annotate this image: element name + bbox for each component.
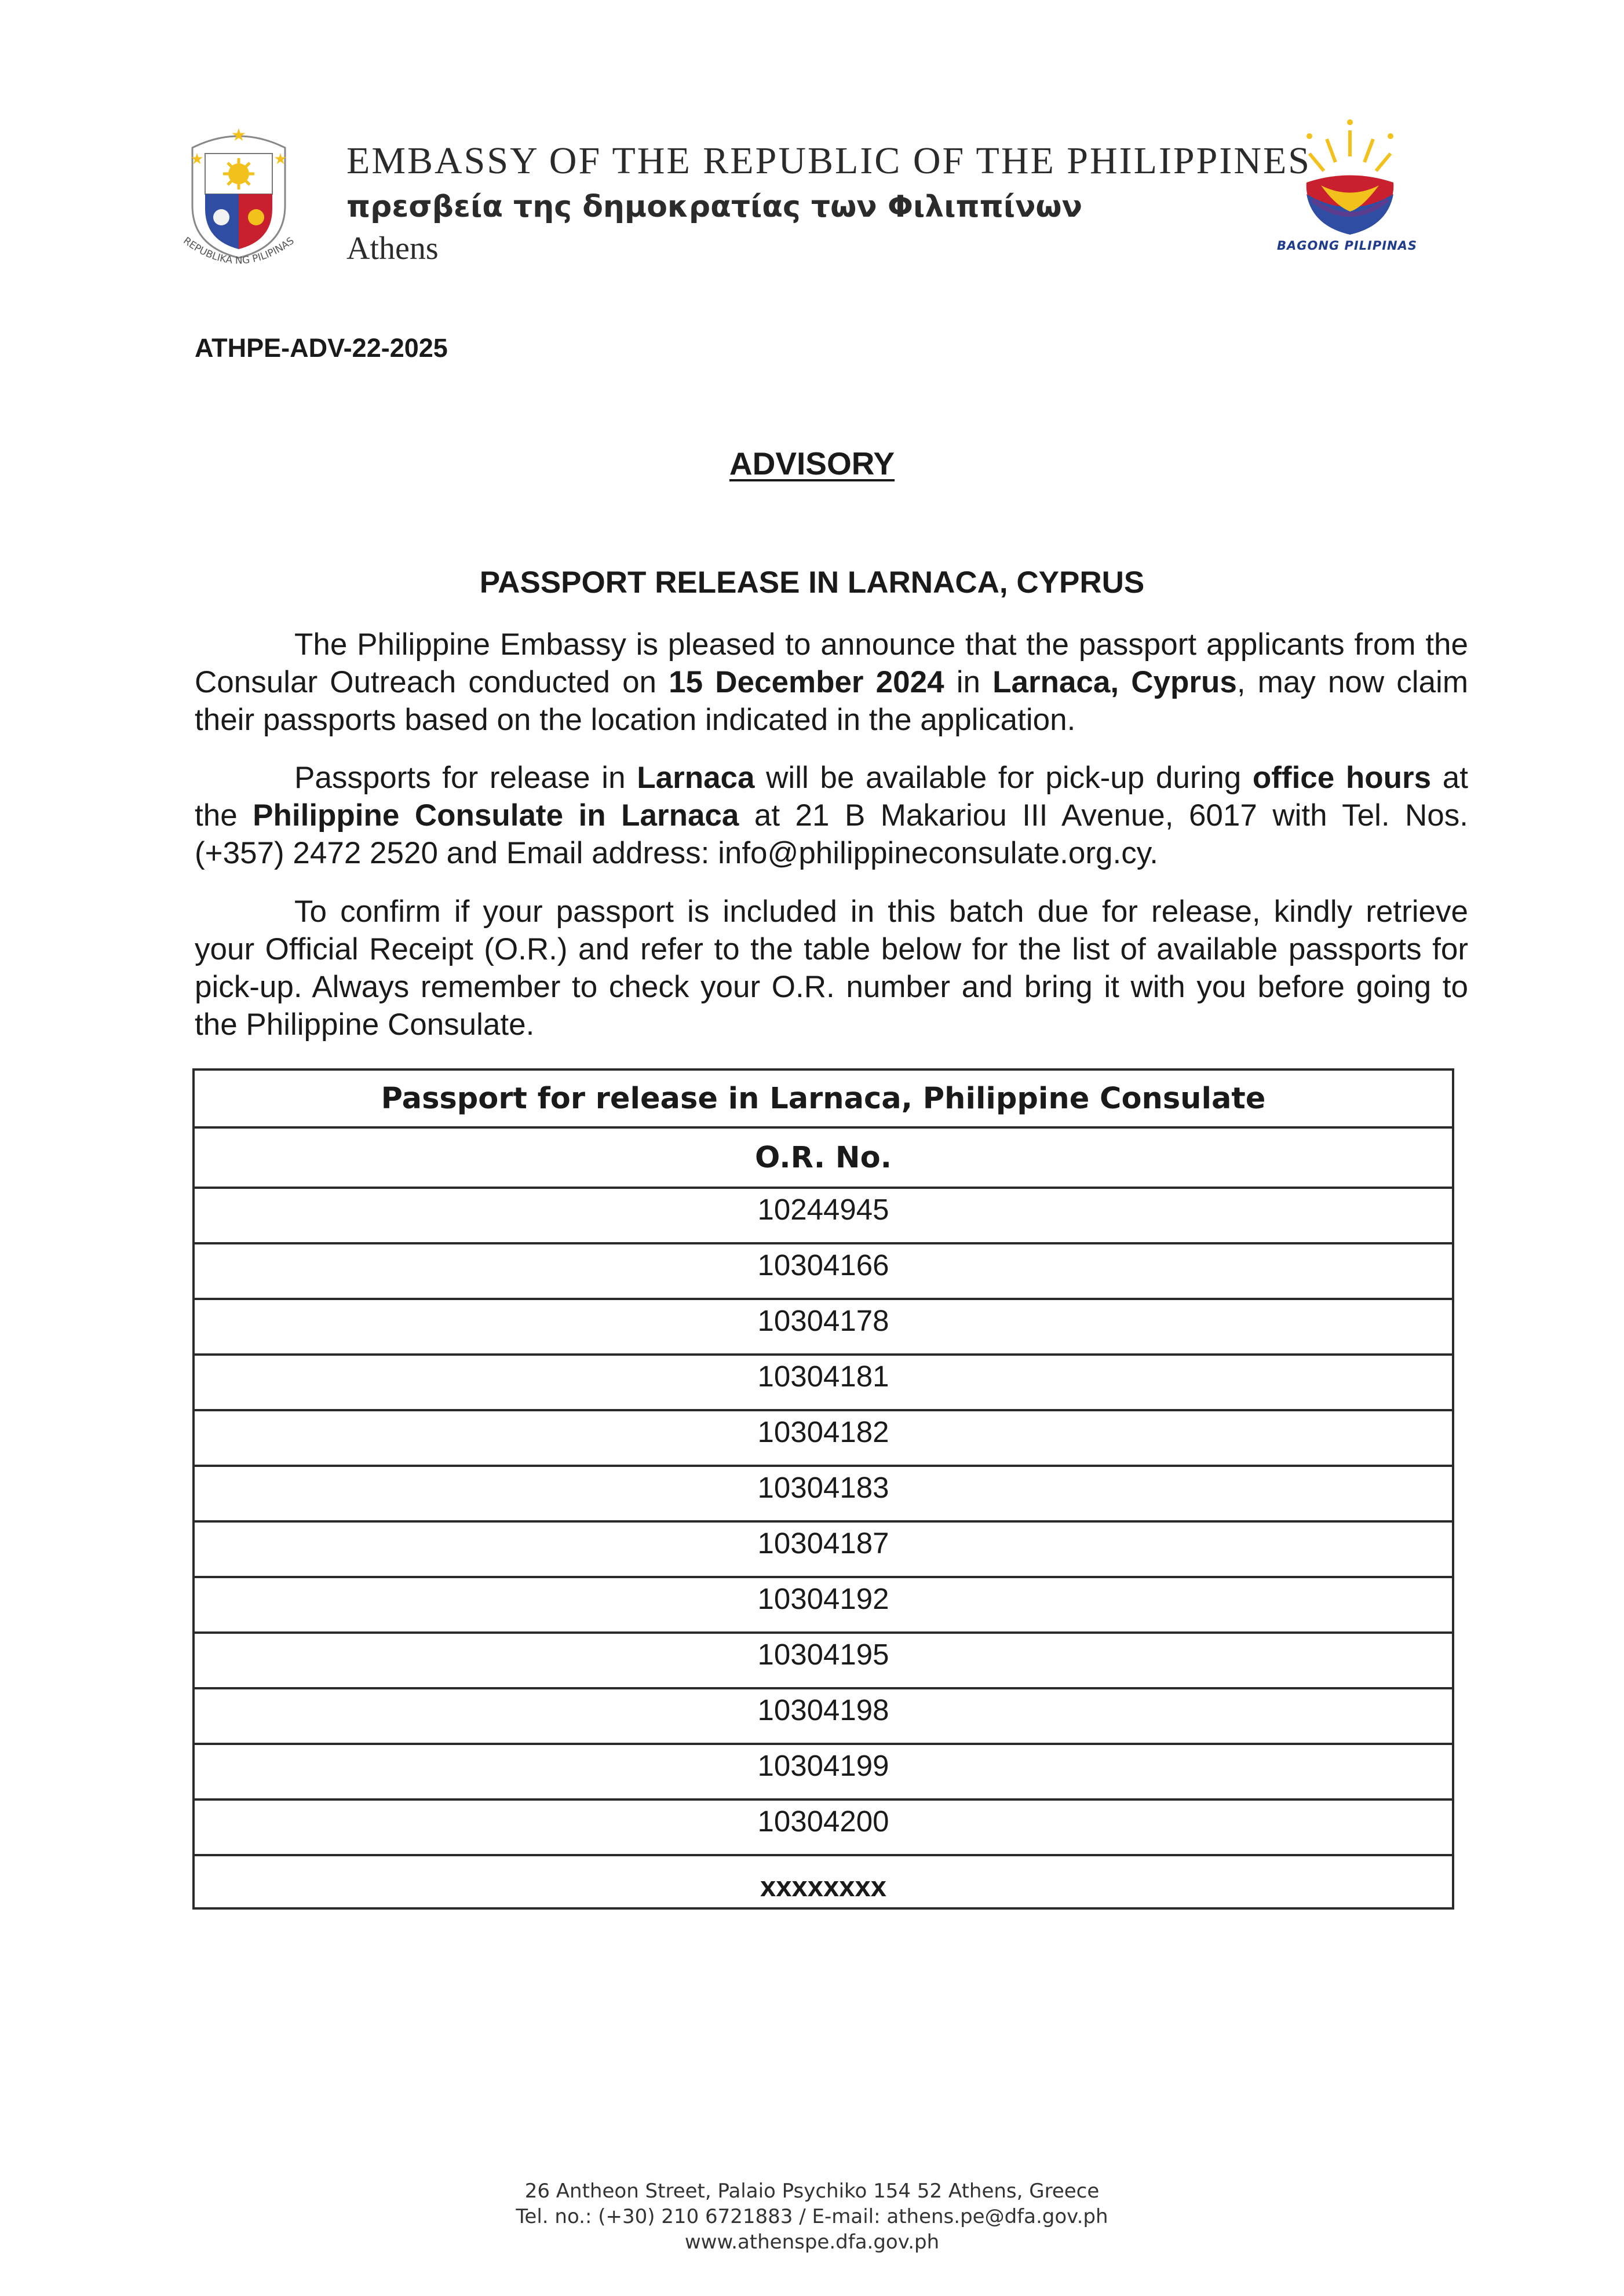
table-row <box>194 1688 1453 1744</box>
passport-release-table <box>192 1068 1454 1910</box>
philippine-seal <box>169 113 308 281</box>
embassy-name-greek: πρεσβεία της δημοκρατίας των Φιλιππίνων <box>346 189 1083 224</box>
svg-text:★: ★ <box>231 126 247 145</box>
svg-text:★: ★ <box>273 150 287 167</box>
paragraph-instructions: To confirm if your passport is included in this batch due for release, kindly retrieve your Official Receipt (O.R.) and refer to the table below for the list of available passports for pick-up. Always remember to check your O.R. number and bring it with you before going to the Philippine Consulate. <box>195 895 1468 1042</box>
paragraph-announcement <box>195 626 1468 739</box>
consulate-name: Philippine Consulate in Larnaca <box>253 798 739 833</box>
advisory-label: ADVISORY <box>729 446 895 481</box>
table-row-last <box>194 1855 1453 1908</box>
table-row <box>194 1521 1453 1577</box>
table-caption-row <box>194 1069 1453 1127</box>
or-number-cell: 10304178 <box>194 1299 1453 1355</box>
p2-text-b: will be available for pick-up during <box>754 761 1253 795</box>
paragraph-pickup-details <box>195 759 1468 872</box>
footer-website: www.athenspe.dfa.gov.ph <box>684 2231 940 2254</box>
table-row <box>194 1633 1453 1688</box>
p1-text-a: The Philippine Embassy is pleased to announce that the passport applicants from the Consular Outreach conducted on <box>195 627 1468 699</box>
reference-code: ATHPE-ADV-22-2025 <box>195 333 448 363</box>
or-number-cell: 10304198 <box>194 1688 1453 1744</box>
table-row <box>194 1243 1453 1299</box>
table-row <box>194 1410 1453 1466</box>
or-number-cell: 10304181 <box>194 1355 1453 1410</box>
table-row <box>194 1577 1453 1633</box>
or-number-cell: 10304166 <box>194 1243 1453 1299</box>
table-row <box>194 1744 1453 1799</box>
table-row <box>194 1299 1453 1355</box>
table-row <box>194 1355 1453 1410</box>
footer-contact: Tel. no.: (+30) 210 6721883 / E-mail: athens.pe@dfa.gov.ph <box>516 2205 1108 2228</box>
outreach-date: 15 December 2024 <box>669 665 944 699</box>
table-header-row <box>194 1127 1453 1188</box>
p1-text-b: in <box>944 665 993 699</box>
column-header-or-no: O.R. No. <box>194 1127 1453 1188</box>
footer-address: 26 Antheon Street, Palaio Psychiko 154 52 Athens, Greece <box>524 2180 1100 2203</box>
embassy-name: EMBASSY OF THE REPUBLIC OF THE PHILIPPINES <box>346 140 1312 182</box>
release-location: Larnaca <box>637 761 755 795</box>
table-row <box>194 1188 1453 1243</box>
advisory-title <box>0 445 1624 482</box>
p2-text-d: at 21 B Makariou III Avenue, 6017 with Tel. Nos. (+357) 2472 2520 and Email address: info@philippineconsulate.org.cy. <box>195 798 1469 870</box>
bagong-pilipinas-label: BAGONG PILIPINAS <box>1276 239 1418 253</box>
svg-text:★: ★ <box>190 150 204 167</box>
seal-lettering: REPUBLIKA NG PILIPINAS <box>181 235 297 267</box>
embassy-city: Athens <box>346 231 439 267</box>
letterhead <box>346 142 1311 265</box>
or-number-cell: 10304187 <box>194 1521 1453 1577</box>
or-number-cell: 10304182 <box>194 1410 1453 1466</box>
letter-footer <box>0 2178 1624 2255</box>
or-number-placeholder: xxxxxxxx <box>194 1855 1453 1908</box>
table-row <box>194 1466 1453 1521</box>
p2-text-c: at the <box>195 761 1468 833</box>
or-number-cell: 10304199 <box>194 1744 1453 1799</box>
outreach-place: Larnaca, Cyprus <box>992 665 1237 699</box>
or-number-cell: 10304183 <box>194 1466 1453 1521</box>
or-number-cell: 10304195 <box>194 1633 1453 1688</box>
office-hours: office hours <box>1252 761 1432 795</box>
or-number-cell: 10304200 <box>194 1799 1453 1855</box>
or-number-cell: 10304192 <box>194 1577 1453 1633</box>
p1-text-c: , may now claim their passports based on the location indicated in the application. <box>195 665 1468 737</box>
table-row <box>194 1799 1453 1855</box>
subject-heading: PASSPORT RELEASE IN LARNACA, CYPRUS <box>479 565 1145 600</box>
table-caption: Passport for release in Larnaca, Philippine Consulate <box>194 1069 1453 1127</box>
p2-text-a: Passports for release in <box>294 761 637 795</box>
or-number-cell: 10244945 <box>194 1188 1453 1243</box>
